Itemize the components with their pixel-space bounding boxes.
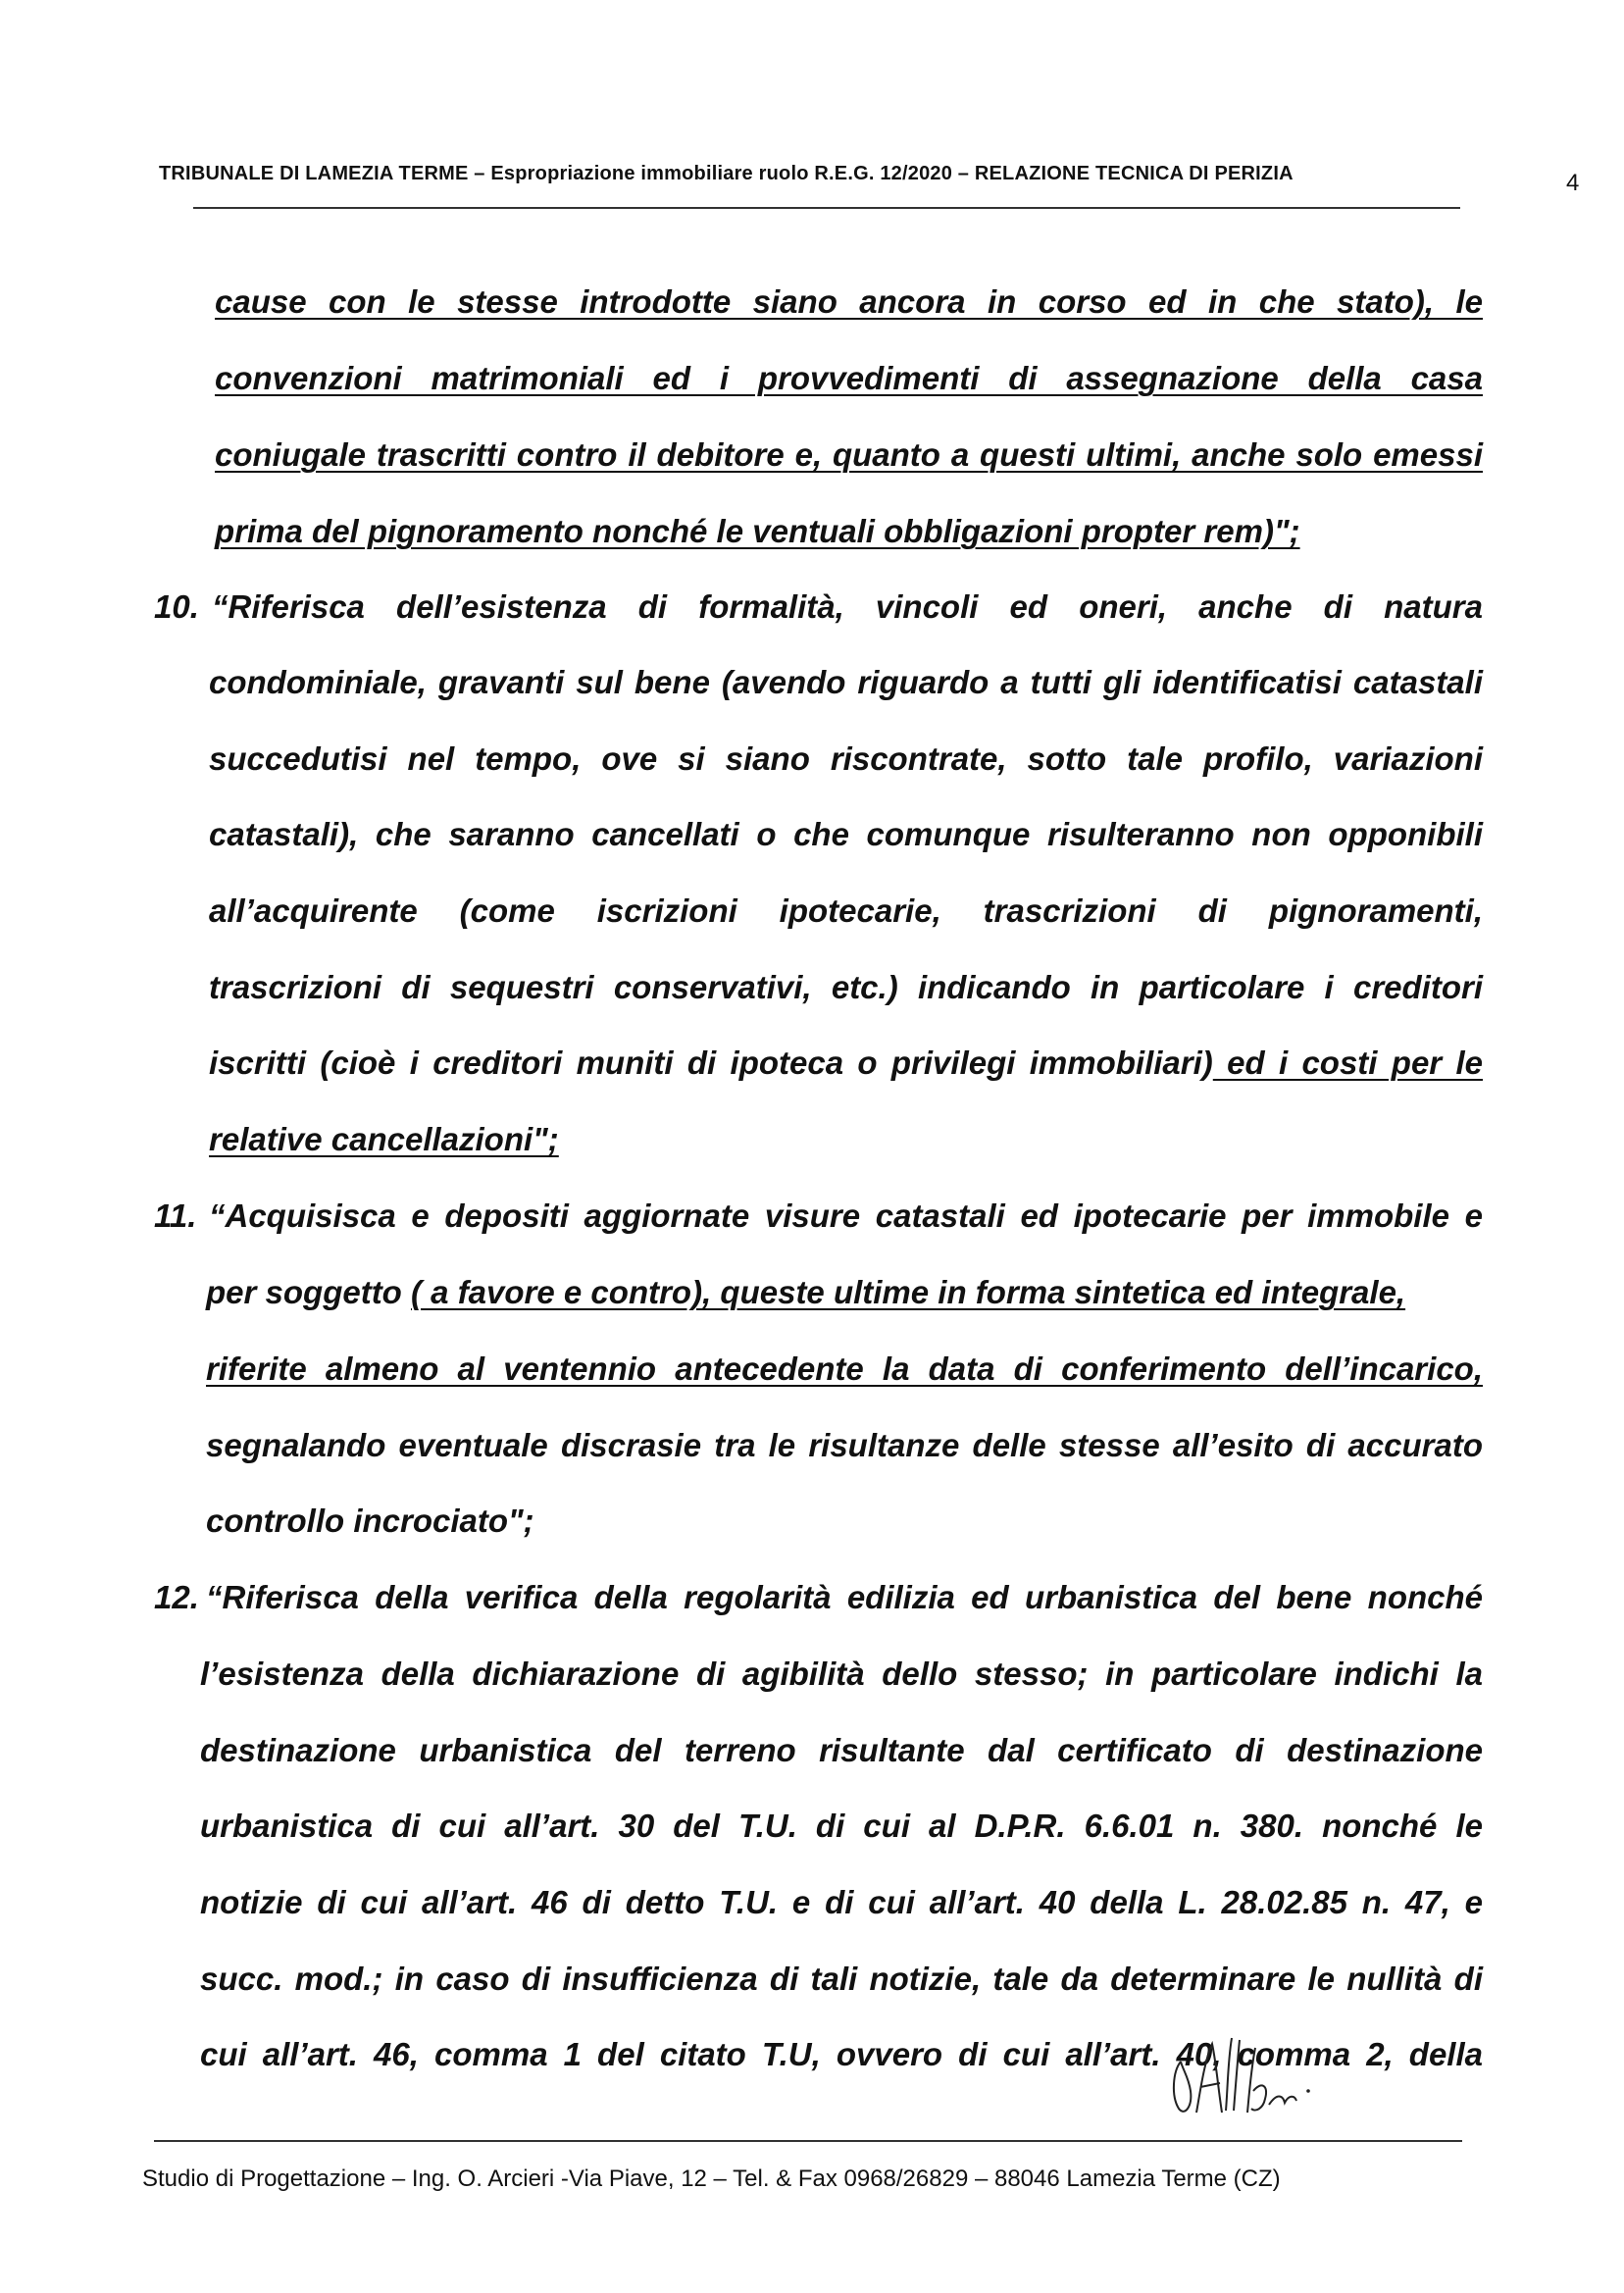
text-line: cause con le stesse introdotte siano ancora in corso ed in che stato), le (215, 283, 1483, 320)
text-line: controllo incrociato"; (206, 1503, 534, 1539)
text-line: prima del pignoramento nonché le ventuali obbligazioni propter rem)"; (215, 513, 1300, 549)
text-run: per soggetto (206, 1274, 412, 1310)
text-line: all’acquirente (come iscrizioni ipotecarie, trascrizioni di pignoramenti, (209, 892, 1483, 929)
text-line: “Riferisca della verifica della regolarità edilizia ed urbanistica del bene nonché (206, 1579, 1483, 1615)
text-line: succ. mod.; in caso di insufficienza di tali notizie, tale da determinare le nullità di (200, 1961, 1483, 1997)
page-footer: Studio di Progettazione – Ing. O. Arcieri -Via Piave, 12 – Tel. & Fax 0968/26829 – 88046 Lamezia Terme (CZ) (142, 2166, 1281, 2192)
text-line: convenzioni matrimoniali ed i provvedimenti di assegnazione della casa (215, 360, 1483, 396)
text-line: urbanistica di cui all’art. 30 del T.U. di cui al D.P.R. 6.6.01 n. 380. nonché le (200, 1808, 1483, 1844)
text-run-underlined: ed i costi per le (1212, 1045, 1483, 1081)
text-line: “Riferisca dell’esistenza di formalità, vincoli ed oneri, anche di natura (212, 588, 1483, 625)
text-line: l’esistenza della dichiarazione di agibilità dello stesso; in particolare indichi la (200, 1656, 1483, 1692)
text-line: notizie di cui all’art. 46 di detto T.U. e di cui all’art. 40 della L. 28.02.85 n. 47, e (200, 1884, 1483, 1920)
text-line: relative cancellazioni"; (209, 1121, 559, 1157)
text-run: iscritti (cioè i creditori muniti di ipoteca o privilegi immobiliari) (209, 1045, 1213, 1081)
text-line: catastali), che saranno cancellati o che comunque risulteranno non opponibili (209, 816, 1483, 852)
item-number-11: 11. (154, 1197, 197, 1234)
item-number-12: 12. (154, 1579, 199, 1615)
item-number-10: 10. (154, 588, 199, 625)
header-rule (193, 207, 1460, 209)
text-line: trascrizioni di sequestri conservativi, etc.) indicando in particolare i creditori (209, 969, 1483, 1005)
text-line: succedutisi nel tempo, ove si siano riscontrate, sotto tale profilo, variazioni (209, 740, 1483, 777)
text-line: coniugale trascritti contro il debitore e, quanto a questi ultimi, anche solo emessi (215, 436, 1483, 473)
text-run-underlined: ( a favore e contro), queste ultime in forma sintetica ed integrale, (411, 1274, 1406, 1310)
footer-rule (154, 2140, 1462, 2142)
text-line: “Acquisisca e depositi aggiornate visure catastali ed ipotecarie per immobile e (209, 1197, 1483, 1234)
handwritten-signature (1167, 2022, 1344, 2120)
text-line (206, 1271, 1483, 1314)
text-line: riferite almeno al ventennio antecedente la data di conferimento dell’incarico, (206, 1350, 1483, 1387)
text-line (209, 1042, 1483, 1085)
text-line: segnalando eventuale discrasie tra le risultanze delle stesse all’esito di accurato (206, 1427, 1483, 1463)
text-line: condominiale, gravanti sul bene (avendo riguardo a tutti gli identificatisi catastali (209, 664, 1483, 700)
page-header: TRIBUNALE DI LAMEZIA TERME – Espropriazione immobiliare ruolo R.E.G. 12/2020 – RELAZIONE TECNICA DI PERIZIA (159, 163, 1294, 184)
text-line: destinazione urbanistica del terreno risultante dal certificato di destinazione (200, 1732, 1483, 1768)
text-line: cui all’art. 46, comma 1 del citato T.U, ovvero di cui all’art. 40, comma 2, della (200, 2036, 1483, 2072)
page-number: 4 (1566, 170, 1580, 196)
